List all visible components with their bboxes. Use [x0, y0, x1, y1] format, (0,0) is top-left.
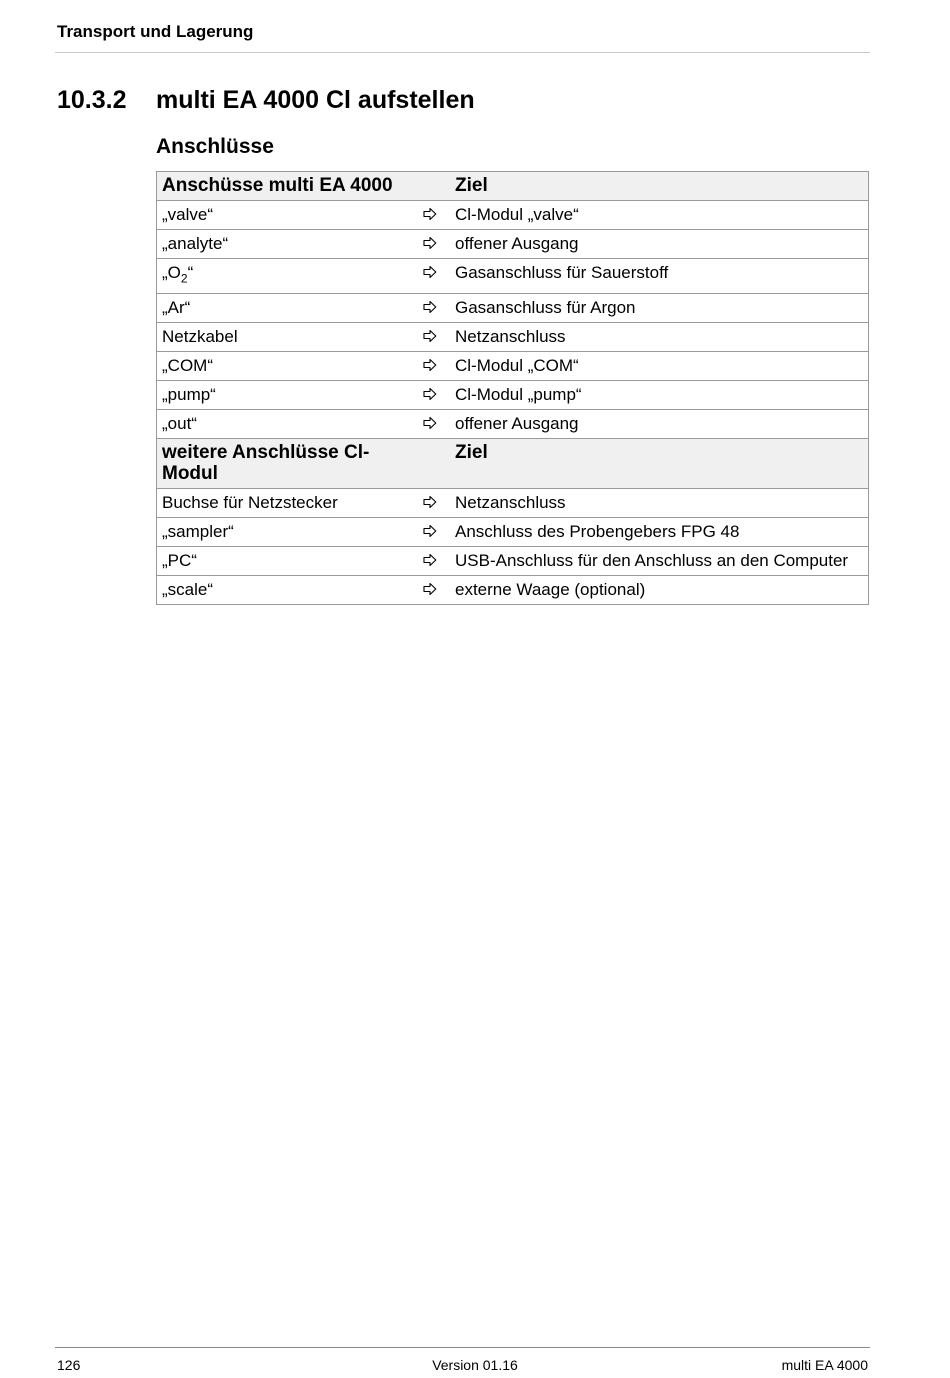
section-heading [57, 86, 475, 115]
table-row [157, 294, 869, 323]
table-row [157, 518, 869, 547]
table-row [157, 201, 869, 230]
connection-source: „valve“ [162, 205, 214, 224]
connection-source: „analyte“ [162, 234, 229, 253]
connection-source: Buchse für Netzstecker [162, 493, 338, 513]
table-row [157, 410, 869, 439]
connection-target: Cl-Modul „pump“ [455, 385, 582, 405]
connection-source: „scale“ [162, 580, 214, 600]
connection-target: externe Waage (optional) [455, 580, 646, 600]
table-row [157, 230, 869, 259]
connection-target: Netzanschluss [455, 493, 566, 513]
header-spacer [410, 172, 450, 201]
arrow-cell [410, 576, 450, 605]
arrow-cell [410, 489, 450, 518]
connection-source: Netzkabel [162, 327, 238, 347]
section-number: 10.3.2 [57, 86, 127, 114]
right-arrow-outline-icon [423, 358, 437, 372]
page-number: 126 [57, 1357, 81, 1373]
connection-target: Cl-Modul „COM“ [455, 356, 579, 376]
connection-target: offener Ausgang [455, 234, 579, 253]
arrow-cell [410, 259, 450, 294]
connection-source: „PC“ [162, 551, 197, 571]
right-arrow-outline-icon [423, 265, 437, 279]
table-row [157, 381, 869, 410]
arrow-cell [410, 323, 450, 352]
right-arrow-outline-icon [423, 207, 437, 221]
right-arrow-outline-icon [423, 495, 437, 509]
header-target: Ziel [455, 175, 488, 196]
table-row [157, 323, 869, 352]
right-arrow-outline-icon [423, 416, 437, 430]
connection-source: „COM“ [162, 356, 213, 376]
source-subscript: 2 [180, 271, 188, 286]
arrow-cell [410, 294, 450, 323]
arrow-cell [410, 518, 450, 547]
table-row [157, 489, 869, 518]
connection-target: Cl-Modul „valve“ [455, 205, 579, 224]
arrow-cell [410, 352, 450, 381]
running-header: Transport und Lagerung [57, 22, 254, 41]
right-arrow-outline-icon [423, 329, 437, 343]
arrow-cell [410, 410, 450, 439]
table-row [157, 547, 869, 576]
right-arrow-outline-icon [423, 524, 437, 538]
source-prefix: „O [162, 263, 181, 282]
right-arrow-outline-icon [423, 236, 437, 250]
connection-target: USB-Anschluss für den Anschluss an den Computer [455, 551, 849, 571]
connection-source: „Ar“ [162, 298, 191, 318]
subsection-heading: Anschlüsse [156, 135, 274, 158]
connection-target: offener Ausgang [455, 414, 579, 434]
table-header-row [157, 172, 869, 201]
table-row [157, 576, 869, 605]
right-arrow-outline-icon [423, 553, 437, 567]
connections-table [156, 171, 869, 605]
table-row [157, 352, 869, 381]
connection-target: Gasanschluss für Argon [455, 298, 636, 318]
table-row [157, 259, 869, 294]
footer-divider [55, 1347, 870, 1348]
connection-target: Gasanschluss für Sauerstoff [455, 263, 669, 282]
header-source: Anschüsse multi EA 4000 [162, 175, 393, 196]
version-label: Version 01.16 [432, 1357, 518, 1373]
arrow-cell [410, 381, 450, 410]
connection-source: „pump“ [162, 385, 216, 405]
connection-source: „out“ [162, 414, 197, 434]
arrow-cell [410, 547, 450, 576]
product-name: multi EA 4000 [781, 1357, 868, 1373]
connection-source [157, 259, 411, 294]
right-arrow-outline-icon [423, 387, 437, 401]
connection-target: Netzanschluss [455, 327, 566, 347]
right-arrow-outline-icon [423, 300, 437, 314]
header-target: Ziel [455, 442, 488, 464]
connection-source: „sampler“ [162, 522, 234, 542]
source-suffix: “ [187, 263, 194, 282]
header-divider [55, 52, 870, 53]
right-arrow-outline-icon [423, 582, 437, 596]
arrow-cell [410, 230, 450, 259]
connection-target: Anschluss des Probengebers FPG 48 [455, 522, 740, 542]
table-header-row [157, 439, 869, 489]
header-spacer [410, 439, 450, 489]
section-title: multi EA 4000 Cl aufstellen [156, 86, 475, 114]
arrow-cell [410, 201, 450, 230]
header-source: weitere Anschlüsse Cl-Modul [162, 442, 370, 485]
